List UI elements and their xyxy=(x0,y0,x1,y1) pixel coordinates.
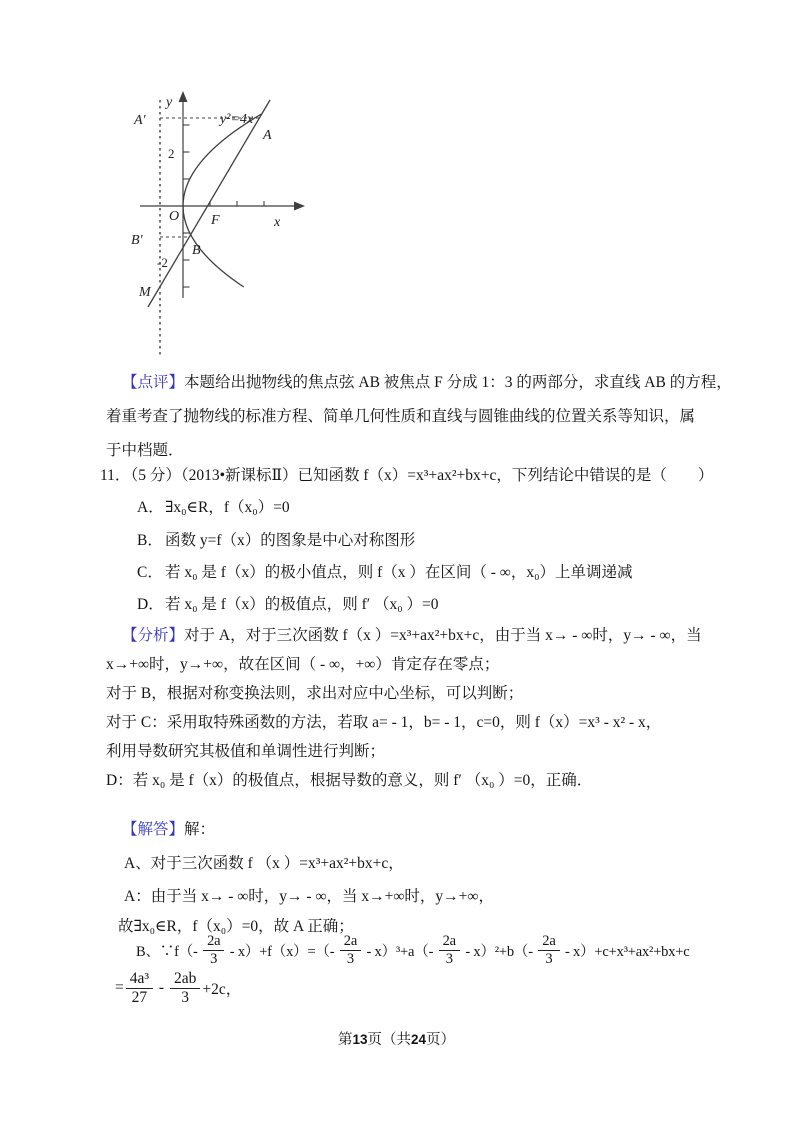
solution-head xyxy=(122,819,215,841)
solution-intro: 解： xyxy=(184,821,216,838)
option-row-c xyxy=(137,562,632,584)
fraction xyxy=(538,933,559,966)
comment-line: 于中档题． xyxy=(106,442,184,459)
solution-line: A：由于当 x→ - ∞时，y→ - ∞，当 x→+∞时，y→+∞， xyxy=(124,888,494,905)
fraction-denominator: 3 xyxy=(445,950,453,967)
equation-segment: = xyxy=(115,979,124,996)
comment-line: 着重考查了抛物线的标准方程、简单几何性质和直线与圆锥曲线的位置关系等知识，属 xyxy=(106,408,696,425)
comment-text: 本题给出抛物线的焦点弦 AB 被焦点 F 分成 1：3 的两部分，求直线 AB 的方程， xyxy=(184,374,732,391)
equation-segment: - x）+c+x³+ax²+bx+c xyxy=(561,943,690,960)
fraction-denominator: 27 xyxy=(131,988,148,1006)
parabola-equation-label: y²=4x xyxy=(220,112,254,127)
option-label: D． xyxy=(137,596,164,613)
fraction xyxy=(126,970,153,1006)
analysis-line: x→+∞时，y→+∞，故在区间（ - ∞，+∞）肯定存在零点； xyxy=(106,656,500,673)
fraction-numerator: 2a xyxy=(538,933,559,950)
tick-label-neg2: -2 xyxy=(157,255,168,270)
fraction-denominator: 3 xyxy=(210,950,218,967)
point-b-prime-label: B′ xyxy=(131,233,143,248)
fraction-numerator: 2a xyxy=(340,933,361,950)
point-a-prime-label: A′ xyxy=(134,113,146,128)
fraction-numerator: 2ab xyxy=(170,970,200,988)
solution-line: A、对于三次函数 f （x ）=x³+ax²+bx+c， xyxy=(124,855,404,872)
question-number: 11． xyxy=(100,467,131,484)
origin-label: O xyxy=(169,209,180,224)
equation-segment: +2c， xyxy=(202,981,242,998)
option-text: 若 x₀ 是 f（x）的极小值点，则 f（x ）在区间（ - ∞，x₀）上单调递减 xyxy=(165,564,633,581)
fraction-denominator: 3 xyxy=(545,950,553,967)
option-row-a xyxy=(137,497,290,519)
fraction-numerator: 2a xyxy=(439,933,460,950)
solution-tag: 【解答】 xyxy=(122,821,185,838)
equation-segment: B、∵f（- xyxy=(136,943,202,960)
equation-segment: - xyxy=(155,979,168,996)
option-text: 若 x₀ 是 f（x）的极值点，则 f′ （x₀ ）=0 xyxy=(165,596,439,613)
point-a-label: A xyxy=(263,128,272,143)
fraction xyxy=(170,970,200,1006)
parabola-figure xyxy=(128,86,308,366)
axis-arrowheads xyxy=(179,91,306,211)
fraction xyxy=(203,933,224,966)
equation-segment: - x）+f（x）=（- xyxy=(226,943,338,960)
fraction xyxy=(439,933,460,966)
footer-page-number: 13 xyxy=(352,1032,368,1047)
figure-canvas xyxy=(128,86,308,366)
comment-line xyxy=(122,372,732,394)
question-text: （5 分）（2013•新课标Ⅱ）已知函数 f（x）=x³+ax²+bx+c，下列结论中错误的是（ ） xyxy=(130,467,714,484)
footer-text: 页） xyxy=(426,1032,456,1048)
solution-line: 故∃x₀∈R，f（x₀）=0，故 A 正确； xyxy=(118,918,354,935)
option-label: B． xyxy=(137,532,163,549)
option-row-b xyxy=(137,530,415,552)
equation-segment: - x）³+a（- xyxy=(363,943,437,960)
solution-equation-b-result xyxy=(115,965,241,1011)
fraction xyxy=(340,933,361,966)
tick-label-2: 2 xyxy=(168,146,175,161)
analysis-text: 对于 A，对于三次函数 f（x ）=x³+ax²+bx+c，由于当 x→ - ∞时，y→ - ∞，当 xyxy=(184,627,702,644)
footer-text: 第 xyxy=(337,1032,353,1048)
option-text: ∃x₀∈R，f（x₀）=0 xyxy=(165,499,290,516)
point-b-label: B xyxy=(192,243,201,258)
option-label: C． xyxy=(137,564,163,581)
option-row-d xyxy=(137,594,439,616)
fraction-numerator: 2a xyxy=(203,933,224,950)
fraction-numerator: 4a³ xyxy=(126,970,153,988)
point-m-label: M xyxy=(139,285,151,300)
question-stem xyxy=(100,465,713,487)
footer-text: 页（共 xyxy=(367,1032,411,1048)
analysis-tag: 【分析】 xyxy=(122,627,185,644)
y-axis-label: y xyxy=(166,95,173,110)
analysis-line: D：若 x₀ 是 f（x）的极值点，根据导数的意义，则 f′ （x₀ ）=0，正确． xyxy=(106,772,593,789)
fraction-denominator: 3 xyxy=(181,988,190,1006)
footer-page-indicator xyxy=(0,1028,793,1049)
focus-label: F xyxy=(211,213,220,228)
analysis-line: 利用导数研究其极值和单调性进行判断； xyxy=(106,743,386,760)
analysis-line xyxy=(122,625,702,647)
comment-tag: 【点评】 xyxy=(122,374,185,391)
analysis-line: 对于 B，根据对称变换法则，求出对应中心坐标，可以判断； xyxy=(106,685,524,702)
option-text: 函数 y=f（x）的图象是中心对称图形 xyxy=(165,532,416,549)
chord-line-ab xyxy=(148,100,270,307)
fraction-denominator: 3 xyxy=(346,950,354,967)
option-label: A． xyxy=(137,499,164,516)
analysis-line: 对于 C：采用取特殊函数的方法，若取 a= - 1，b= - 1，c=0，则 f（x）=x³ - x² - x， xyxy=(106,714,662,731)
equation-segment: - x）²+b（- xyxy=(461,943,537,960)
parabola-curve xyxy=(183,114,261,287)
x-axis-label: x xyxy=(274,215,281,230)
footer-total-pages: 24 xyxy=(411,1032,427,1047)
